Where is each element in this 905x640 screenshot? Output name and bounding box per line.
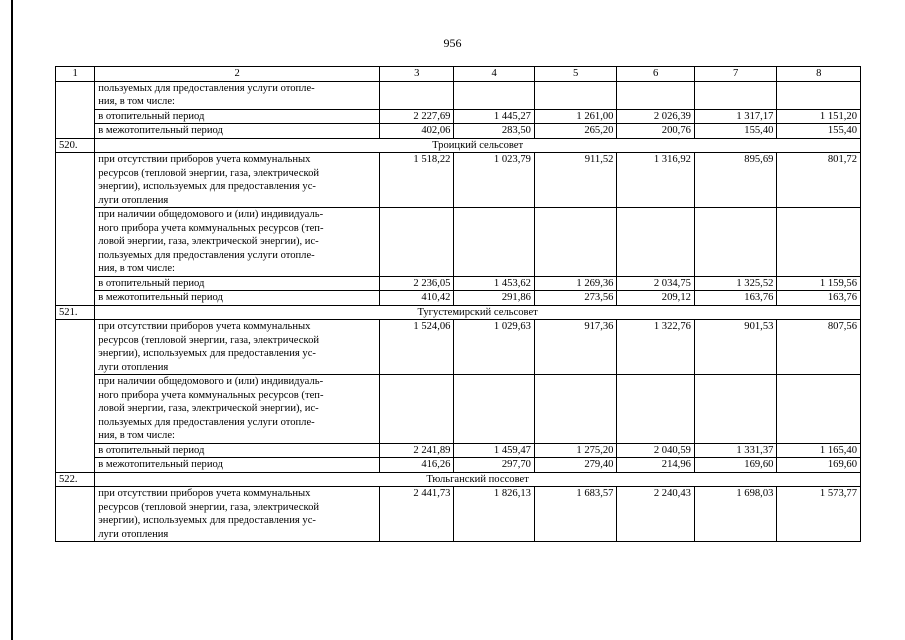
value-cell: 1 445,27 <box>454 109 535 124</box>
row-description-text: пользуемых для предоставления услуги отопле- ния, в том числе: <box>98 82 315 107</box>
row-description-text: при отсутствии приборов учета коммунальных ресурсов (тепловой энергии, газа, электрической энергии), используемых для предоставления ус- луги отопления <box>98 488 320 540</box>
table-row <box>56 458 861 473</box>
value-cell: 410,42 <box>380 291 454 306</box>
value-cell: 214,96 <box>617 458 694 473</box>
section-header-row <box>56 305 861 320</box>
row-number-cell <box>56 81 95 138</box>
section-number: 521. <box>56 305 95 320</box>
row-number-cell <box>56 320 95 473</box>
row-description <box>95 276 380 291</box>
value-cell: 169,60 <box>694 458 777 473</box>
value-cell: 416,26 <box>380 458 454 473</box>
row-description <box>95 81 380 109</box>
value-cell: 1 826,13 <box>454 487 535 542</box>
value-cell: 1 317,17 <box>694 109 777 124</box>
table-row <box>56 153 861 208</box>
row-description <box>95 153 380 208</box>
value-cell: 1 029,63 <box>454 320 535 375</box>
header-cell: 8 <box>777 67 861 82</box>
value-cell: 1 275,20 <box>534 443 617 458</box>
header-row <box>56 67 861 82</box>
value-cell: 1 524,06 <box>380 320 454 375</box>
value-cell: 163,76 <box>694 291 777 306</box>
page-number: 956 <box>443 36 462 50</box>
value-cell: 283,50 <box>454 124 535 139</box>
value-cell: 1 316,92 <box>617 153 694 208</box>
row-description-text: в отопительный период <box>98 277 205 289</box>
value-cell: 2 240,43 <box>617 487 694 542</box>
value-cell: 1 459,47 <box>454 443 535 458</box>
header-cell: 6 <box>617 67 694 82</box>
value-cell: 1 325,52 <box>694 276 777 291</box>
value-cell <box>380 208 454 277</box>
row-description <box>95 443 380 458</box>
value-cell: 273,56 <box>534 291 617 306</box>
value-cell <box>454 375 535 444</box>
table-row <box>56 320 861 375</box>
row-description-text: в межотопительный период <box>98 125 223 136</box>
value-cell: 917,36 <box>534 320 617 375</box>
row-description-text: в отопительный период <box>98 444 205 456</box>
row-description <box>95 375 380 444</box>
value-cell: 1 322,76 <box>617 320 694 375</box>
row-description <box>95 458 380 473</box>
row-description-text: в межотопительный период <box>98 459 223 470</box>
value-cell: 279,40 <box>534 458 617 473</box>
value-cell: 901,53 <box>694 320 777 375</box>
section-name: Троицкий сельсовет <box>95 138 861 153</box>
row-description-text: при наличии общедомового и (или) индивидуаль- ного прибора учета коммунальных ресурсов (теп- ловой энергии, газа, электрической энергии), ис- пользуемых для предоставления услуги отопле- ния, в том числе: <box>98 376 324 441</box>
value-cell: 1 165,40 <box>777 443 861 458</box>
value-cell <box>694 375 777 444</box>
value-cell: 2 441,73 <box>380 487 454 542</box>
value-cell: 2 241,89 <box>380 443 454 458</box>
section-header-row <box>56 138 861 153</box>
row-description-text: при отсутствии приборов учета коммунальных ресурсов (тепловой энергии, газа, электрической энергии), используемых для предоставления ус- луги отопления <box>98 321 320 373</box>
value-cell: 1 683,57 <box>534 487 617 542</box>
value-cell <box>454 208 535 277</box>
table-row <box>56 487 861 542</box>
section-name: Тугустемирский сельсовет <box>95 305 861 320</box>
value-cell: 209,12 <box>617 291 694 306</box>
tariff-table <box>55 66 861 542</box>
value-cell <box>694 81 777 109</box>
value-cell: 1 573,77 <box>777 487 861 542</box>
value-cell <box>617 81 694 109</box>
header-cell: 4 <box>454 67 535 82</box>
value-cell: 1 453,62 <box>454 276 535 291</box>
left-edge-rule <box>11 0 13 640</box>
header-cell: 7 <box>694 67 777 82</box>
value-cell <box>534 375 617 444</box>
value-cell: 895,69 <box>694 153 777 208</box>
row-description <box>95 109 380 124</box>
value-cell <box>694 208 777 277</box>
table-row <box>56 276 861 291</box>
row-description-text: в отопительный период <box>98 110 205 122</box>
value-cell: 1 331,37 <box>694 443 777 458</box>
row-description <box>95 124 380 139</box>
row-description <box>95 320 380 375</box>
value-cell <box>454 81 535 109</box>
value-cell: 911,52 <box>534 153 617 208</box>
value-cell: 402,06 <box>380 124 454 139</box>
section-header-row <box>56 472 861 487</box>
section-number: 520. <box>56 138 95 153</box>
value-cell <box>617 208 694 277</box>
value-cell: 1 269,36 <box>534 276 617 291</box>
value-cell <box>777 81 861 109</box>
value-cell <box>380 375 454 444</box>
section-name: Тюльганский поссовет <box>95 472 861 487</box>
value-cell <box>777 375 861 444</box>
value-cell <box>617 375 694 444</box>
value-cell: 155,40 <box>777 124 861 139</box>
value-cell: 1 159,56 <box>777 276 861 291</box>
row-description <box>95 487 380 542</box>
value-cell: 297,70 <box>454 458 535 473</box>
value-cell: 2 034,75 <box>617 276 694 291</box>
row-number-cell <box>56 153 95 306</box>
value-cell <box>534 81 617 109</box>
table-row <box>56 124 861 139</box>
table-row <box>56 208 861 277</box>
row-description <box>95 208 380 277</box>
value-cell: 1 698,03 <box>694 487 777 542</box>
header-cell: 5 <box>534 67 617 82</box>
row-number-cell <box>56 487 95 542</box>
row-description-text: в межотопительный период <box>98 292 223 303</box>
value-cell: 1 151,20 <box>777 109 861 124</box>
value-cell: 1 023,79 <box>454 153 535 208</box>
section-number: 522. <box>56 472 95 487</box>
value-cell: 200,76 <box>617 124 694 139</box>
value-cell: 2 040,59 <box>617 443 694 458</box>
value-cell: 265,20 <box>534 124 617 139</box>
value-cell <box>777 208 861 277</box>
value-cell: 2 236,05 <box>380 276 454 291</box>
value-cell: 1 261,00 <box>534 109 617 124</box>
header-cell: 3 <box>380 67 454 82</box>
value-cell: 807,56 <box>777 320 861 375</box>
value-cell: 2 026,39 <box>617 109 694 124</box>
table-row <box>56 81 861 109</box>
value-cell: 2 227,69 <box>380 109 454 124</box>
table-row <box>56 291 861 306</box>
table-row <box>56 109 861 124</box>
header-cell: 2 <box>95 67 380 82</box>
table-row <box>56 375 861 444</box>
value-cell: 155,40 <box>694 124 777 139</box>
value-cell <box>380 81 454 109</box>
value-cell: 801,72 <box>777 153 861 208</box>
table-row <box>56 443 861 458</box>
value-cell: 169,60 <box>777 458 861 473</box>
value-cell <box>534 208 617 277</box>
header-cell: 1 <box>56 67 95 82</box>
value-cell: 291,86 <box>454 291 535 306</box>
row-description-text: при наличии общедомового и (или) индивидуаль- ного прибора учета коммунальных ресурсов (теп- ловой энергии, газа, электрической энергии), ис- пользуемых для предоставления услуги отопле- ния, в том числе: <box>98 209 324 274</box>
row-description <box>95 291 380 306</box>
value-cell: 1 518,22 <box>380 153 454 208</box>
value-cell: 163,76 <box>777 291 861 306</box>
row-description-text: при отсутствии приборов учета коммунальных ресурсов (тепловой энергии, газа, электрической энергии), используемых для предоставления ус- луги отопления <box>98 154 320 206</box>
